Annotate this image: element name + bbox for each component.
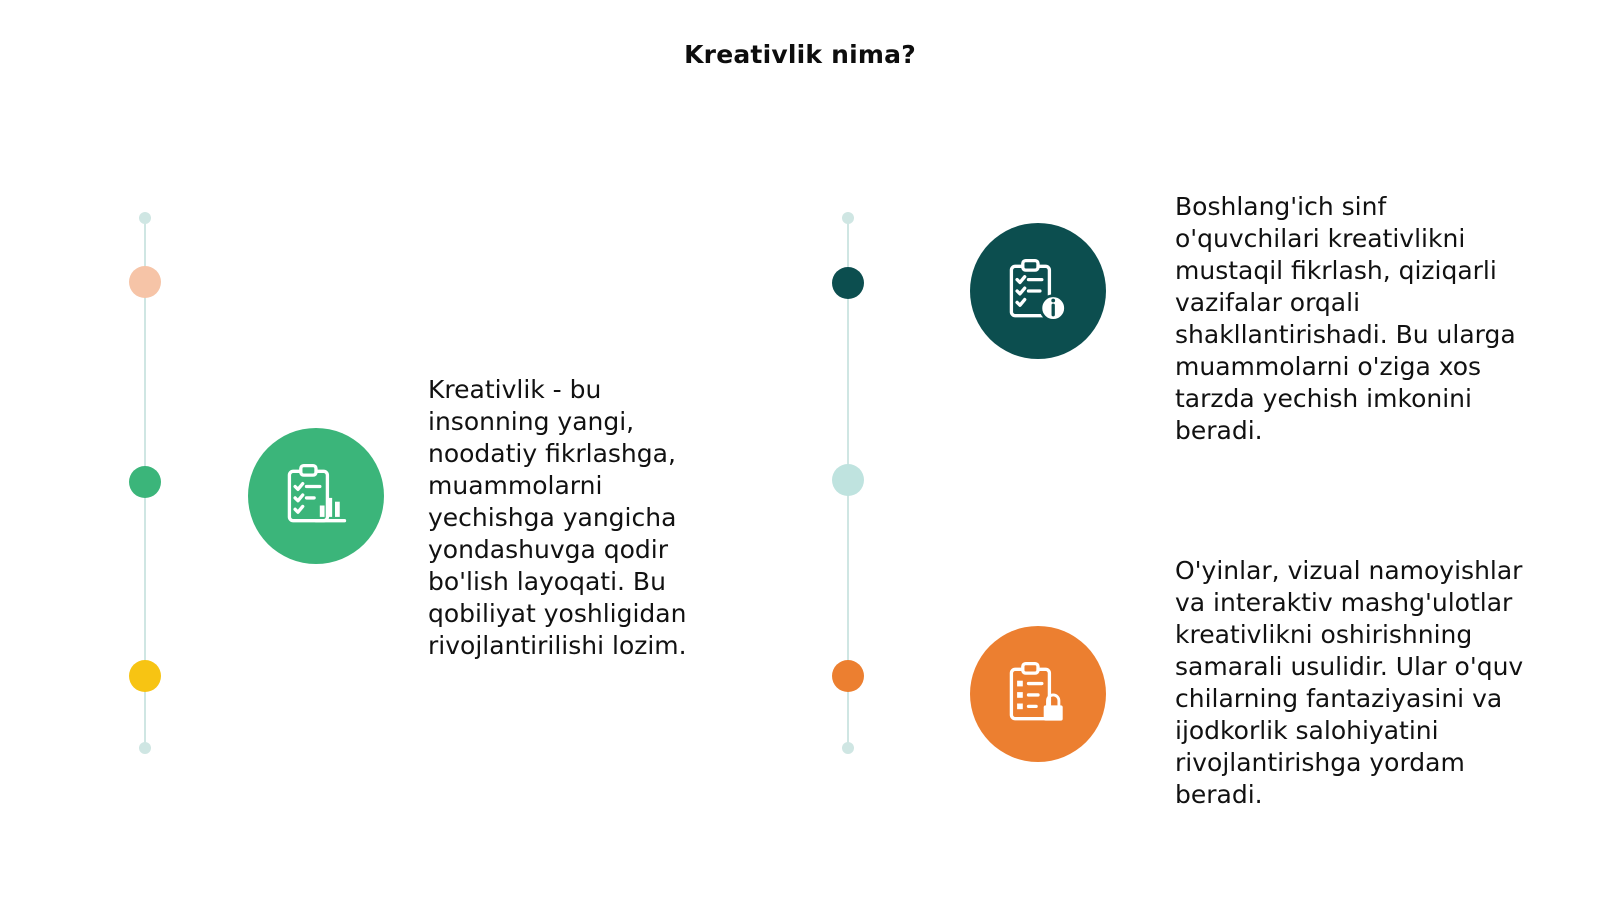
timeline-dot-green bbox=[129, 466, 161, 498]
clipboard-info-icon bbox=[970, 223, 1106, 359]
timeline-dot-peach bbox=[129, 266, 161, 298]
timeline-dot-orange bbox=[832, 660, 864, 692]
timeline-end-dot bbox=[842, 212, 854, 224]
timeline-left bbox=[125, 210, 165, 765]
block-text-3: O'yinlar, vizual namoyishlar va interaktiv mashg'ulotlar kreativlikni oshirishning samarali usulidir. Ular o'quv chilarning fantaziyasini va ijodkorlik salohiyatini rivojlantirishga yordam beradi. bbox=[1175, 556, 1524, 809]
clipboard-lock-icon bbox=[970, 626, 1106, 762]
timeline-dot-yellow bbox=[129, 660, 161, 692]
clipboard-chart-icon bbox=[248, 428, 384, 564]
timeline-right bbox=[828, 210, 868, 765]
page-title: Kreativlik nima? bbox=[684, 40, 916, 69]
timeline-end-dot bbox=[139, 742, 151, 754]
block-text-1: Kreativlik - bu insonning yangi, noodatiy fikrlashga, muammolarni yechishga yangicha yondashuvga qodir bo'lish layoqati. Bu qobiliyat yoshligidan rivojlantirilishi lozim. bbox=[428, 375, 687, 660]
timeline-dot-dark-teal bbox=[832, 267, 864, 299]
timeline-end-dot bbox=[139, 212, 151, 224]
timeline-dot-light-teal bbox=[832, 464, 864, 496]
block-text-2: Boshlang'ich sinf o'quvchilari kreativlikni mustaqil fikrlash, qiziqarli vazifalar orqali shakllantirishadi. Bu ularga muammolarni o'ziga xos tarzda yechish imkonini beradi. bbox=[1175, 192, 1516, 445]
timeline-end-dot bbox=[842, 742, 854, 754]
